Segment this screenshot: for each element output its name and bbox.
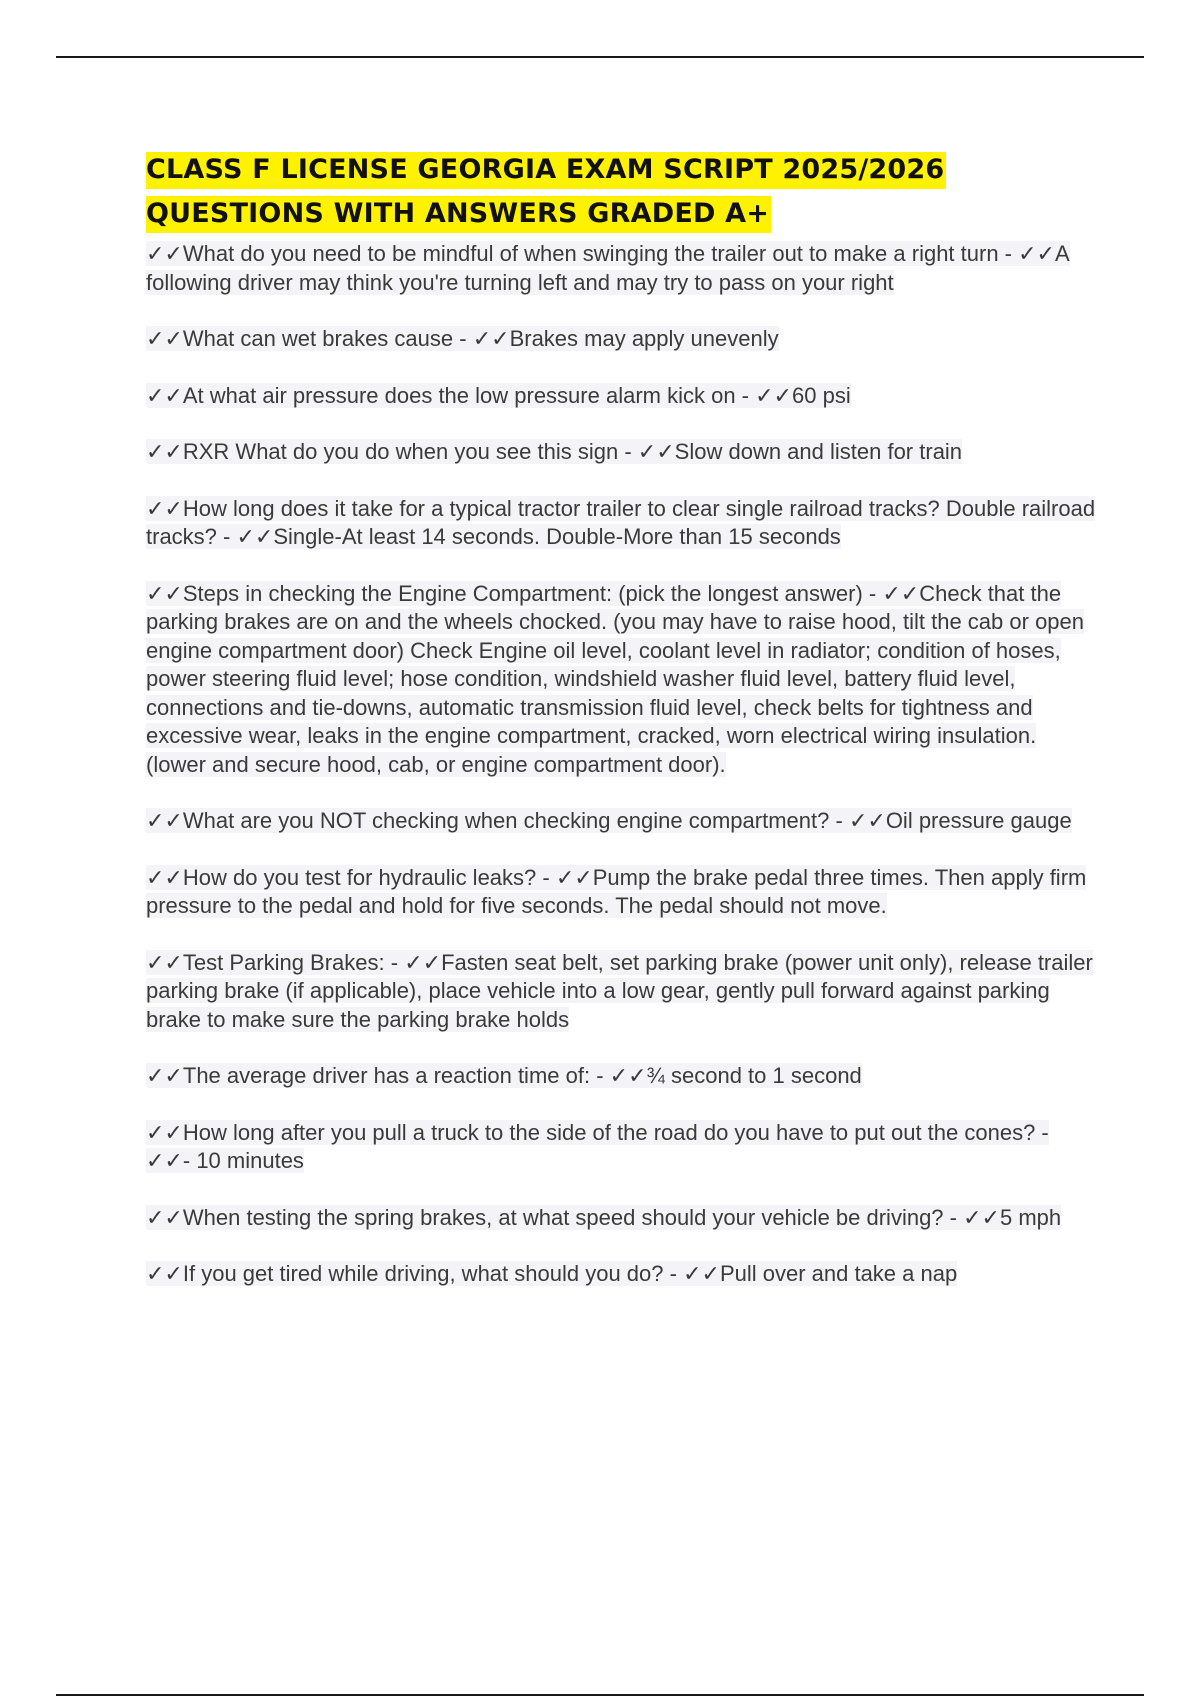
answer-text: Pump the brake pedal three times. Then apply firm pressure to the pedal and hold for five seconds. The pedal should not move. [146,864,1087,918]
qa-item [146,1204,1096,1233]
answer-text: Slow down and listen for train [674,439,963,464]
check-mark-icon: ✓✓ [882,580,920,606]
qa-item [146,382,1096,411]
qa-item-text: ✓✓What do you need to be mindful of when swinging the trailer out to make a right turn - ✓✓A following driver may think you're turning left and may try to pass on your right [146,241,1070,295]
check-mark-icon: ✓✓ [963,1204,1000,1230]
qa-item [146,1062,1096,1091]
check-mark-icon: ✓✓ [146,808,183,833]
qa-item [146,1260,1096,1289]
question-text: What do you need to be mindful of when swinging the trailer out to make a right turn [182,241,999,266]
qa-item-text: ✓✓RXR What do you do when you see this sign - ✓✓Slow down and listen for train [146,439,963,464]
check-mark-icon: ✓✓ [146,326,183,351]
question-text: At what air pressure does the low pressure alarm kick on [182,382,736,408]
qa-item-text: ✓✓What are you NOT checking when checking engine compartment? - ✓✓Oil pressure gauge [146,808,1072,833]
check-mark-icon: ✓✓ [146,1063,183,1088]
check-mark-icon: ✓✓ [683,1261,720,1286]
check-mark-icon: ✓✓ [236,524,274,549]
qa-list [146,240,1096,1289]
check-mark-icon: ✓✓ [637,439,675,464]
document-title [146,148,1096,236]
question-text: RXR What do you do when you see this sign [182,439,619,464]
check-mark-icon: ✓✓ [755,382,792,408]
question-text: How long after you pull a truck to the side of the road do you have to put out the cones? [182,1119,1036,1145]
question-text: When testing the spring brakes, at what speed should your vehicle be driving? [182,1204,944,1230]
qa-item-text: ✓✓At what air pressure does the low pressure alarm kick on - ✓✓60 psi [146,382,851,408]
check-mark-icon: ✓✓ [609,1063,647,1088]
question-text: How do you test for hydraulic leaks? [182,864,537,890]
document-content [146,148,1096,1317]
check-mark-icon: ✓✓ [472,326,510,351]
answer-text: 5 mph [999,1204,1062,1230]
question-text: What are you NOT checking when checking engine compartment? [182,808,830,833]
top-page-rule [56,56,1144,58]
check-mark-icon: ✓✓ [146,1204,183,1230]
bottom-page-rule [56,1694,1144,1696]
answer-text: A following driver may think you're turning left and may try to pass on your right [146,241,1070,295]
qa-item-text: ✓✓The average driver has a reaction time of: - ✓✓¾ second to 1 second [146,1063,862,1088]
check-mark-icon: ✓✓ [146,439,183,464]
qa-item [146,807,1096,836]
check-mark-icon: ✓✓ [146,1261,183,1286]
question-text: Test Parking Brakes: [182,949,385,975]
check-mark-icon: ✓✓ [146,1148,183,1173]
qa-item-text: ✓✓Steps in checking the Engine Compartment: (pick the longest answer) - ✓✓Check that the parking brakes are on and the wheels chocked. (you may have to raise hood, tilt the cab or open engine compartment door) Check Engine oil level, coolant level in radiator; condition of hoses, power steering fluid level; hose condition, windshield washer fluid level, battery fluid level, connections and tie-downs, automatic transmission fluid level, check belts for tightness and excessive wear, leaks in the engine compartment, cracked, worn electrical wiring insulation. (lower and secure hood, cab, or engine compartment door). [146,580,1085,777]
check-mark-icon: ✓✓ [146,580,183,606]
answer-text: Brakes may apply unevenly [509,326,779,351]
check-mark-icon: ✓✓ [146,864,183,890]
qa-item [146,495,1096,552]
answer-text: Oil pressure gauge [885,808,1072,833]
check-mark-icon: ✓✓ [146,949,183,975]
qa-item-text: ✓✓How long after you pull a truck to the side of the road do you have to put out the cones? - ✓✓- 10 minutes [146,1119,1049,1173]
question-text: If you get tired while driving, what should you do? [182,1261,664,1286]
check-mark-icon: ✓✓ [146,241,183,266]
qa-item-text: ✓✓How do you test for hydraulic leaks? - ✓✓Pump the brake pedal three times. Then apply firm pressure to the pedal and hold for five seconds. The pedal should not move. [146,864,1087,918]
answer-text: Single-At least 14 seconds. Double-More than 15 seconds [273,524,841,549]
answer-text: Check that the parking brakes are on and the wheels chocked. (you may have to raise hood, tilt the cab or open engine compartment door) Check Engine oil level, coolant level in radiator; condition of hoses, power steering fluid level; hose condition, windshield washer fluid level, battery fluid level, connections and tie-downs, automatic transmission fluid level, check belts for tightness and excessive wear, leaks in the engine compartment, cracked, worn electrical wiring insulation. (lower and secure hood, cab, or engine compartment door). [146,580,1085,777]
check-mark-icon: ✓✓ [555,864,593,890]
qa-item [146,1119,1096,1176]
qa-item-text: ✓✓If you get tired while driving, what should you do? - ✓✓Pull over and take a nap [146,1261,958,1286]
question-text: How long does it take for a typical tractor trailer to clear single railroad tracks? Double railroad tracks? [146,495,1096,549]
check-mark-icon: ✓✓ [848,808,886,833]
qa-item-text: ✓✓What can wet brakes cause - ✓✓Brakes may apply unevenly [146,326,779,351]
qa-item-text: ✓✓How long does it take for a typical tractor trailer to clear single railroad tracks? Double railroad tracks? - ✓✓Single-At least 14 seconds. Double-More than 15 seconds [146,495,1096,549]
qa-item [146,240,1096,297]
answer-text: ¾ second to 1 second [646,1063,862,1088]
answer-text: 60 psi [792,382,851,408]
qa-item-text: ✓✓When testing the spring brakes, at what speed should your vehicle be driving? - ✓✓5 mph [146,1204,1062,1230]
question-text: What can wet brakes cause [182,326,454,351]
qa-item [146,864,1096,921]
answer-text: Pull over and take a nap [719,1261,958,1286]
check-mark-icon: ✓✓ [404,949,442,975]
check-mark-icon: ✓✓ [1018,241,1055,266]
question-text: Steps in checking the Engine Compartment: (pick the longest answer) [182,580,863,606]
check-mark-icon: ✓✓ [146,495,183,521]
qa-item [146,438,1096,467]
qa-item [146,949,1096,1035]
answer-text: - 10 minutes [182,1148,304,1173]
answer-text: Fasten seat belt, set parking brake (power unit only), release trailer parking brake (if applicable), place vehicle into a low gear, gently pull forward against parking brake to make sure the parking brake holds [146,949,1093,1032]
qa-item [146,325,1096,354]
question-text: The average driver has a reaction time of: [182,1063,591,1088]
check-mark-icon: ✓✓ [146,1119,183,1145]
qa-item [146,580,1096,780]
check-mark-icon: ✓✓ [146,382,183,408]
document-title-text: CLASS F LICENSE GEORGIA EXAM SCRIPT 2025/2026 QUESTIONS WITH ANSWERS GRADED A+ [146,152,946,233]
qa-item-text: ✓✓Test Parking Brakes: - ✓✓Fasten seat belt, set parking brake (power unit only), release trailer parking brake (if applicable), place vehicle into a low gear, gently pull forward against parking brake to make sure the parking brake holds [146,949,1093,1032]
